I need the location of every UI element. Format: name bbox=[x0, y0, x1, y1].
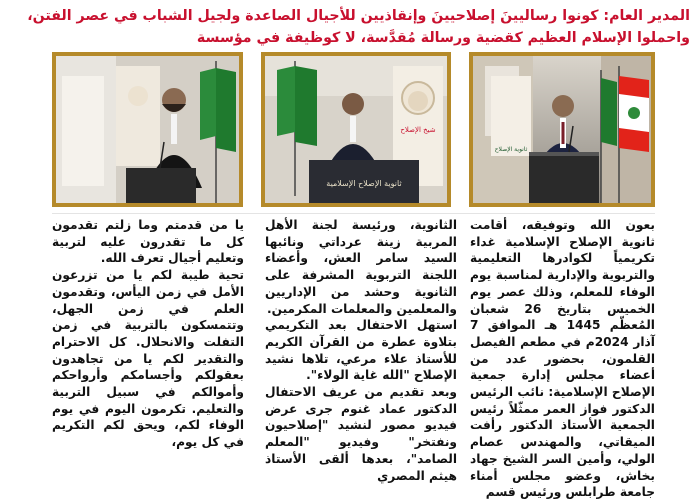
event-photo-3 bbox=[52, 52, 243, 207]
photo1-banner-text: ثانوية الإصلاح bbox=[494, 146, 528, 153]
speaker-banner-image bbox=[265, 56, 447, 203]
article-column-1 bbox=[470, 217, 655, 500]
photo2-banner-top-text: شيخ الإصلاح bbox=[400, 126, 436, 134]
photo2-podium-text: ثانوية الإصلاح الإسلامية bbox=[326, 179, 402, 188]
divider bbox=[52, 213, 655, 214]
article-column-2 bbox=[265, 217, 457, 483]
speaker-podium-flag-image bbox=[473, 56, 651, 203]
event-photo-2 bbox=[261, 52, 451, 207]
column-1-text: بعون الله وتوفيقه، أقامت ثانوية الإصلاح الإسلامية غداء تكريمياً لكوادرها التعليمية والتربوية والإدارية لمناسبة يوم الوفاء للمعلم، وذلك عصر يوم الخميس بتاريخ 26 شعبان المُعظّم 1445 هـ الموافق 7 آذار 2024م في مطعم الفيصل القلمون، بحضور عدد من أعضاء مجلس إدارة جمعية الإصلاح الإسلامية: نائب الرئيس الدكتور فواز العمر ممثّلاً رئيس الجمعية الأستاذ الدكتور رأفت الميقاتي، والمهندس عصام الولي، وأمين السر الشيخ جهاد بخاش، وعضو مجلس أمناء جامعة طرابلس ورئيس قسم bbox=[470, 218, 655, 500]
event-photo-1 bbox=[469, 52, 655, 207]
column-3-text: يا من قدمتم وما زلتم تقدمون كل ما تقدرون عليه لتربية وتعليم أجيال تعرف الله. تحية طيبة لكم يا من تزرعون الأمل في زمن اليأس، وتقدمون العلم في زمن الجهل، وتتمسكون بالتربية في زمن التفلت والانحلال. كل الاحترام والتقدير لكم يا من تجاهدون بعقولكم وأجسامكم وأرواحكم وأموالكم في سبيل التربية والتعليم. تكرمون اليوم في يوم الوفاء لكم، ويحق لكم التكريم في كل يوم، bbox=[52, 218, 244, 450]
bearded-speaker-image bbox=[56, 56, 239, 203]
headline-line-1: المدير العام: كونوا رساليينَ إصلاحيينَ وإنقاذيين للأجيال الصاعدة ولجيل الشباب في عصر الفتن، bbox=[27, 8, 690, 24]
headline-line-2: واحملوا الإسلام العظيم كقضية ورسالة مُقدَّسة، لا كوظيفة في مؤسسة bbox=[196, 30, 690, 46]
article-headline bbox=[8, 5, 690, 49]
article-column-3 bbox=[52, 217, 244, 450]
column-2-text: الثانوية، ورئيسة لجنة الأهل المربية زينة عرداتي ونائبها السيد سامر العش، وأعضاء اللجنة التربوية المشرفة على الثانوية وحشد من الإداريين والمعلمين والمعلمات المكرمين. استهل الاحتفال بعد التكريمي بتلاوة عطرة من القرآن الكريم للأستاذ علاء مرعي، تلاها نشيد الإصلاح "الله غاية الولاء". وبعد تقديم من عريف الاحتفال الدكتور عماد غنوم جرى عرض فيديو مصور لنشيد "إصلاحيون ونفتخر" وفيديو "المعلم الصامد"، بعدها ألقى الأستاذ هيثم المصري bbox=[265, 218, 457, 483]
